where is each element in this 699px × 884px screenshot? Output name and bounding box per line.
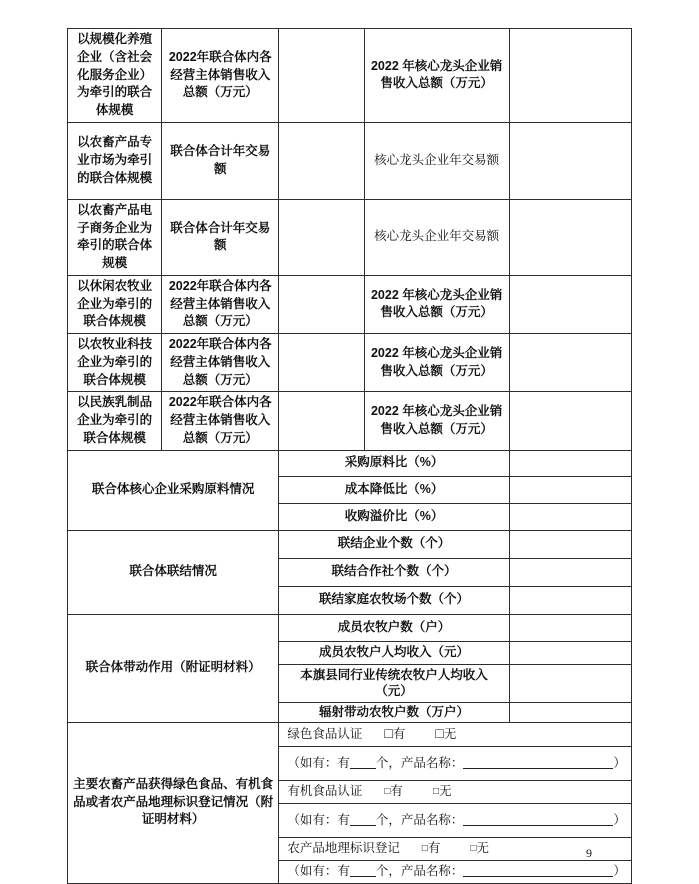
value-cell[interactable]: [509, 641, 631, 664]
value-cell[interactable]: [509, 503, 631, 530]
metric-cell: 2022 年核心龙头企业销售收入总额（万元）: [364, 392, 509, 450]
cert-fill-row: [279, 747, 632, 781]
fill-mid: 个，产品名称：: [375, 863, 464, 878]
metric-cell: 联结合作社个数（个）: [279, 558, 509, 586]
metric-cell: 联结企业个数（个）: [279, 530, 509, 558]
metric-cell: 核心龙头企业年交易额: [364, 122, 509, 199]
value-cell[interactable]: [509, 614, 631, 641]
checkbox-no-label: 无: [476, 841, 489, 856]
cert-fill-row: [279, 860, 632, 883]
metric-cell: 联合体合计年交易额: [162, 199, 279, 275]
cert-fill-row: [279, 804, 632, 838]
value-cell[interactable]: [509, 275, 631, 333]
cert-check-row: [279, 722, 632, 747]
checkbox-yes-label: 有: [390, 784, 403, 799]
value-cell[interactable]: [509, 586, 631, 614]
checkbox-yes-label: 有: [427, 841, 441, 856]
value-cell[interactable]: [509, 122, 631, 199]
value-cell[interactable]: [509, 450, 631, 476]
value-cell[interactable]: [509, 334, 631, 392]
table-row: [68, 530, 632, 558]
table-row: [68, 392, 632, 450]
metric-cell: 收购溢价比（%）: [279, 503, 509, 530]
fill-suffix: ）: [613, 756, 626, 770]
metric-cell: 成本降低比（%）: [279, 476, 509, 503]
checkbox-no-label: 无: [443, 726, 457, 741]
checkbox-no-icon[interactable]: □: [470, 843, 477, 855]
fill-suffix: ）: [613, 812, 626, 827]
fill-prefix: （如有：有: [287, 812, 350, 827]
fill-mid: 个，产品名称：: [375, 756, 464, 770]
table-row: [68, 614, 632, 641]
category-cell: 以休闲农牧业企业为牵引的联合体规模: [68, 275, 162, 333]
metric-cell: 2022年联合体内各经营主体销售收入总额（万元）: [162, 275, 279, 333]
metric-cell: 核心龙头企业年交易额: [364, 199, 509, 275]
cert-check-row: [279, 781, 632, 804]
count-blank-field[interactable]: [350, 863, 376, 877]
product-name-blank-field[interactable]: [463, 755, 613, 769]
metric-cell: 联合体合计年交易额: [162, 122, 279, 199]
table-row: [68, 29, 632, 123]
table-row: [68, 122, 632, 199]
category-cell: 以农牧业科技企业为牵引的联合体规模: [68, 334, 162, 392]
fill-prefix: （如有：有: [287, 863, 350, 878]
table-row: [68, 275, 632, 333]
cert-title: 农产品地理标识登记: [287, 841, 400, 856]
value-cell[interactable]: [279, 334, 364, 392]
section-label-cell: 联合体带动作用（附证明材料）: [68, 614, 279, 722]
product-name-blank-field[interactable]: [463, 863, 613, 877]
category-cell: 以规模化养殖企业（含社会化服务企业）为牵引的联合体规模: [68, 29, 162, 123]
fill-mid: 个，产品名称：: [375, 812, 464, 827]
checkbox-yes-icon[interactable]: □: [384, 786, 391, 798]
checkbox-no-icon[interactable]: □: [432, 786, 439, 798]
value-cell[interactable]: [509, 29, 631, 123]
value-cell[interactable]: [509, 558, 631, 586]
consortium-form-table: [67, 28, 632, 884]
value-cell[interactable]: [509, 199, 631, 275]
value-cell[interactable]: [509, 702, 631, 722]
metric-cell: [279, 664, 509, 702]
product-name-blank-field[interactable]: [463, 812, 613, 826]
category-cell: 以农畜产品电子商务企业为牵引的联合体规模: [68, 199, 162, 275]
checkbox-no-icon[interactable]: □: [435, 726, 444, 742]
metric-cell: 2022年联合体内各经营主体销售收入总额（万元）: [162, 392, 279, 450]
fill-suffix: ）: [613, 863, 626, 878]
checkbox-no-label: 无: [438, 784, 452, 799]
value-cell[interactable]: [279, 392, 364, 450]
count-blank-field[interactable]: [350, 755, 376, 769]
cert-check-row: [279, 838, 632, 861]
page-number: 9: [586, 846, 592, 860]
table-row: [68, 199, 632, 275]
checkbox-yes-icon[interactable]: □: [421, 843, 428, 855]
metric-cell: 2022 年核心龙头企业销售收入总额（万元）: [364, 334, 509, 392]
category-cell: 以农畜产品专业市场为牵引的联合体规模: [68, 122, 162, 199]
value-cell[interactable]: [279, 29, 364, 123]
section-label-cell: 联合体联结情况: [68, 530, 279, 614]
category-cell: 以民族乳制品企业为牵引的联合体规模: [68, 392, 162, 450]
metric-cell: 采购原料比（%）: [279, 450, 509, 476]
cert-title: 绿色食品认证: [287, 726, 363, 741]
metric-line: 本旗县同行业传统农牧户人均收入: [300, 667, 488, 682]
metric-cell: 2022 年核心龙头企业销售收入总额（万元）: [364, 275, 509, 333]
count-blank-field[interactable]: [350, 812, 376, 826]
metric-cell: 2022 年核心龙头企业销售收入总额（万元）: [364, 29, 509, 123]
metric-cell: 2022年联合体内各经营主体销售收入总额（万元）: [162, 334, 279, 392]
fill-prefix: （如有：有: [287, 756, 350, 770]
value-cell[interactable]: [509, 476, 631, 503]
value-cell[interactable]: [279, 199, 364, 275]
metric-cell: 辐射带动农牧户数（万户）: [279, 702, 509, 722]
checkbox-yes-icon[interactable]: □: [384, 726, 393, 742]
section-label-cell: 联合体核心企业采购原料情况: [68, 450, 279, 530]
section-label-cell: 主要农畜产品获得绿色食品、有机食品或者农产品地理标识登记情况（附证明材料）: [68, 722, 279, 883]
metric-cell: 联结家庭农牧场个数（个）: [279, 586, 509, 614]
value-cell[interactable]: [509, 392, 631, 450]
metric-cell: 成员农牧户数（户）: [279, 614, 509, 641]
metric-cell: 成员农牧户人均收入（元）: [279, 641, 509, 664]
value-cell[interactable]: [509, 530, 631, 558]
metric-cell: 2022年联合体内各经营主体销售收入总额（万元）: [162, 29, 279, 123]
value-cell[interactable]: [509, 664, 631, 702]
value-cell[interactable]: [279, 275, 364, 333]
checkbox-yes-label: 有: [392, 726, 406, 741]
table-row: [68, 334, 632, 392]
table-row: [68, 450, 632, 476]
table-row: [68, 722, 632, 747]
metric-line: （元）: [375, 684, 413, 698]
cert-title: 有机食品认证: [287, 784, 363, 799]
value-cell[interactable]: [279, 122, 364, 199]
